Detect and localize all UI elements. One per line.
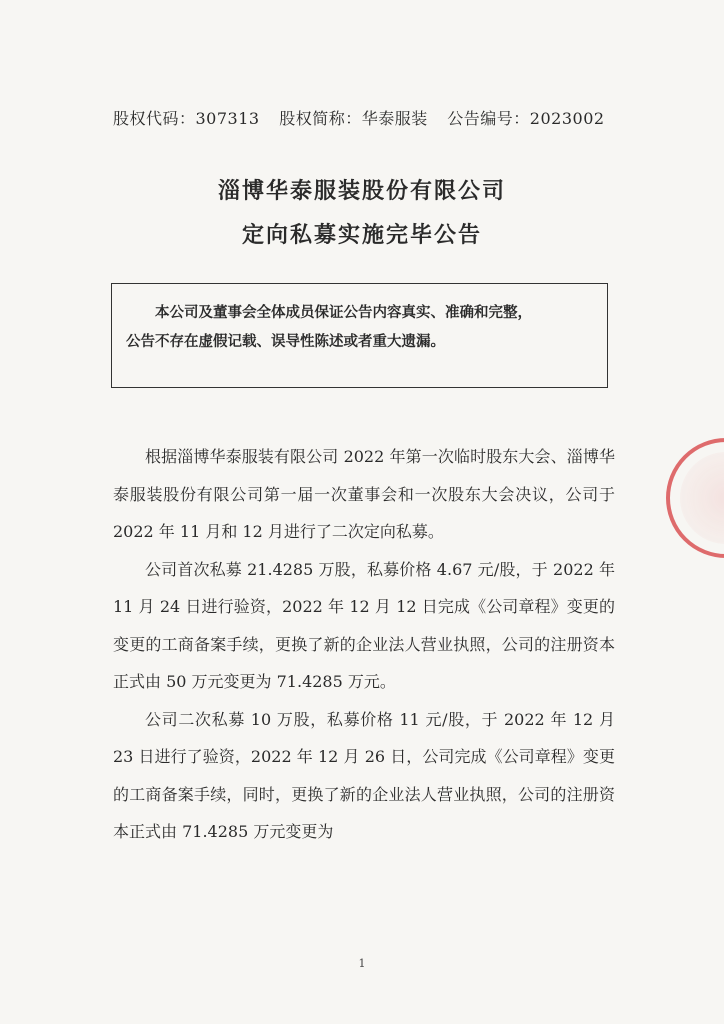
- announcement-number: 公告编号：2023002: [447, 109, 605, 128]
- announcement-body: [113, 438, 615, 851]
- announcement-title: 定向私募实施完毕公告: [241, 223, 482, 248]
- document-header: [113, 106, 619, 129]
- disclaimer-box: [111, 283, 608, 388]
- company-title: 淄博华泰服装股份有限公司: [217, 179, 506, 204]
- paragraph-2: 公司首次私募 21.4285 万股，私募价格 4.67 元/股，于 2022 年 11 月 24 日进行验资，2022 年 12 月 12 日完成《公司章程》变更的变更的工商备案手续，更换了新的企业法人营业执照，公司的注册资本正式由 50 万元变更为 71.4285 万元。: [113, 559, 615, 691]
- disclaimer-line-1: 本公司及董事会全体成员保证公告内容真实、准确和完整，: [155, 304, 532, 321]
- seal-inner: [680, 452, 724, 544]
- paragraph-1: 根据淄博华泰服装有限公司 2022 年第一次临时股东大会、淄博华泰服装股份有限公司第一届一次董事会和一次股东大会决议，公司于 2022 年 11 月和 12 月进行了二次定向私募。: [113, 447, 615, 541]
- company-seal: [666, 438, 724, 558]
- disclaimer-line-2: 公告不存在虚假记载、误导性陈述或者重大遗漏。: [126, 333, 445, 350]
- stock-name: 股权简称：华泰服装: [279, 109, 428, 128]
- paragraph-3: 公司二次私募 10 万股，私募价格 11 元/股，于 2022 年 12 月 23 日进行了验资，2022 年 12 月 26 日，公司完成《公司章程》变更的工商备案手续，同时，更换了新的企业法人营业执照，公司的注册资本正式由 71.4285 万元变更为: [113, 709, 615, 841]
- page-number: 1: [358, 957, 366, 970]
- stock-code: 股权代码：307313: [113, 109, 260, 128]
